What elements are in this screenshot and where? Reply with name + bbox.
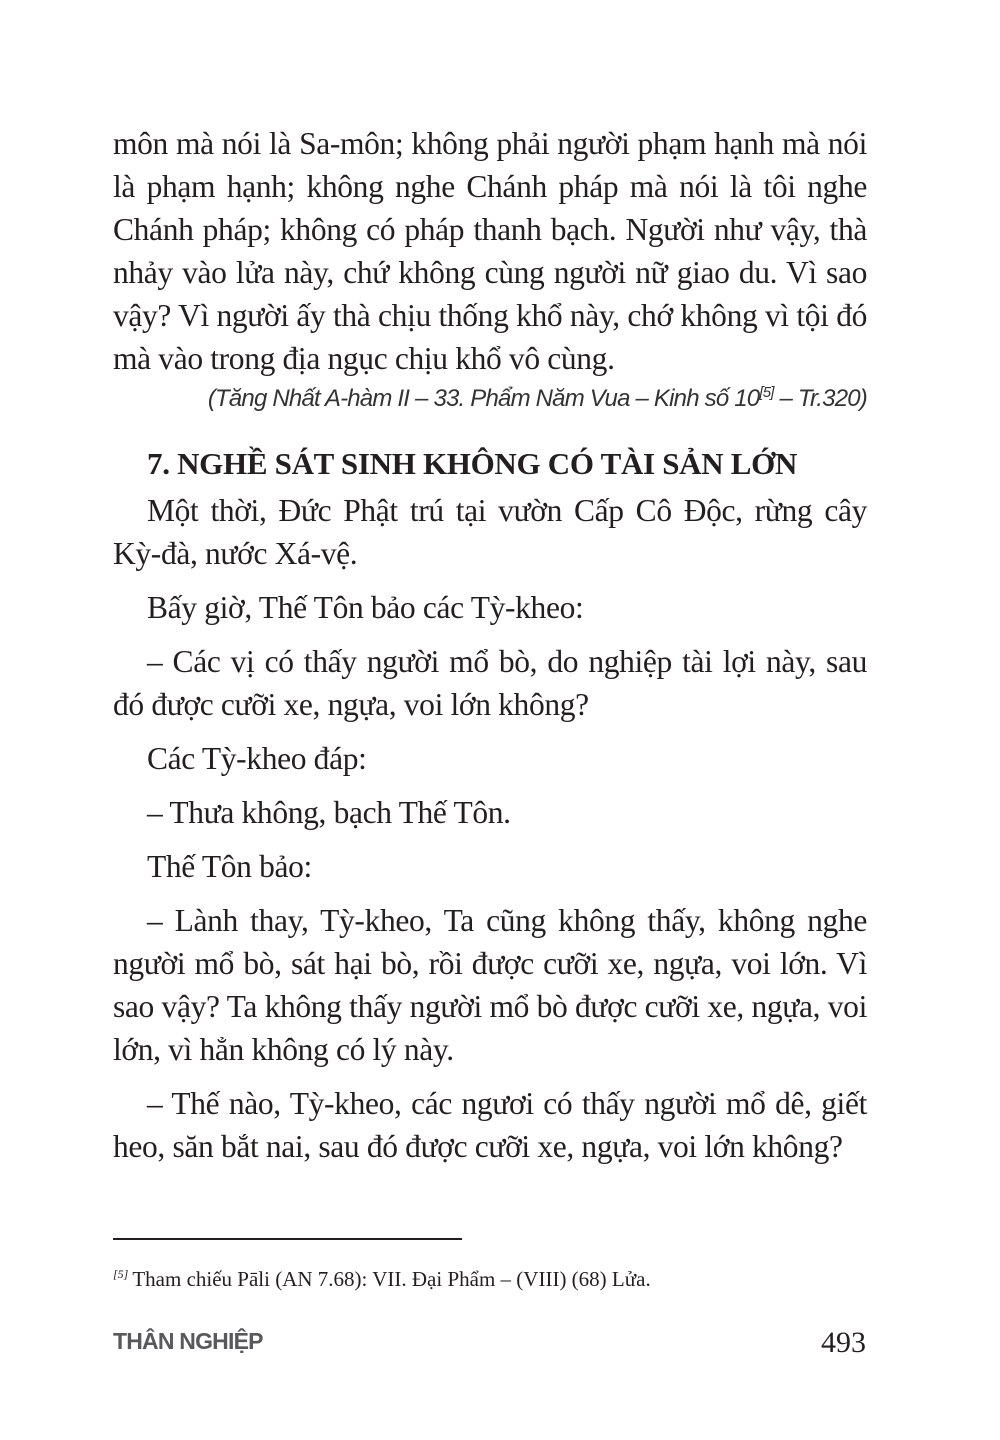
footnote (113, 1260, 651, 1293)
footnote-marker: [5] (113, 1267, 129, 1281)
running-head: THÂN NGHIỆP (113, 1328, 263, 1354)
page-body (113, 122, 867, 1168)
citation-page: – Tr.320) (773, 385, 867, 412)
paragraph: Thế Tôn bảo: (147, 849, 312, 884)
paragraph-continued: môn mà nói là Sa-môn; không phải người phạm hạnh mà nói là phạm hạnh; không nghe Chánh pháp mà nói là tôi nghe Chánh pháp; không có pháp thanh bạch. Người như vậy, thà nhảy vào lửa này, chứ không cùng người nữ giao du. Vì sao vậy? Vì người ấy thà chịu thống khổ này, chớ không vì tội đó mà vào trong địa ngục chịu khổ vô cùng. (113, 126, 867, 376)
footnote-divider (113, 1238, 462, 1240)
paragraph: – Các vị có thấy người mổ bò, do nghiệp tài lợi này, sau đó được cưỡi xe, ngựa, voi lớn không? (113, 644, 867, 722)
paragraph: Bấy giờ, Thế Tôn bảo các Tỳ-kheo: (147, 590, 584, 625)
paragraph: Một thời, Đức Phật trú tại vườn Cấp Cô Độc, rừng cây Kỳ-đà, nước Xá-vệ. (113, 493, 867, 571)
section-heading: 7. NGHỀ SÁT SINH KHÔNG CÓ TÀI SẢN LỚN (147, 446, 798, 481)
paragraph: – Lành thay, Tỳ-kheo, Ta cũng không thấy, không nghe người mổ bò, sát hại bò, rồi được cưỡi xe, ngựa, voi lớn. Vì sao vậy? Ta không thấy người mổ bò được cưỡi xe, ngựa, voi lớn, vì hẳn không có lý này. (113, 903, 867, 1067)
paragraph: – Thưa không, bạch Thế Tôn. (147, 795, 511, 830)
paragraph: Các Tỳ-kheo đáp: (147, 741, 367, 776)
footnote-reference[interactable]: [5] (759, 384, 774, 401)
citation-text: (Tăng Nhất A-hàm II – 33. Phẩm Năm Vua – Kinh số 10 (207, 385, 760, 412)
citation (113, 384, 867, 414)
page-number: 493 (821, 1326, 866, 1359)
paragraph: – Thế nào, Tỳ-kheo, các ngươi có thấy người mổ dê, giết heo, săn bắt nai, sau đó được cưỡi xe, ngựa, voi lớn không? (113, 1086, 867, 1164)
footnote-text: Tham chiếu Pāli (AN 7.68): VII. Đại Phẩm – (VIII) (68) Lửa. (132, 1267, 651, 1291)
